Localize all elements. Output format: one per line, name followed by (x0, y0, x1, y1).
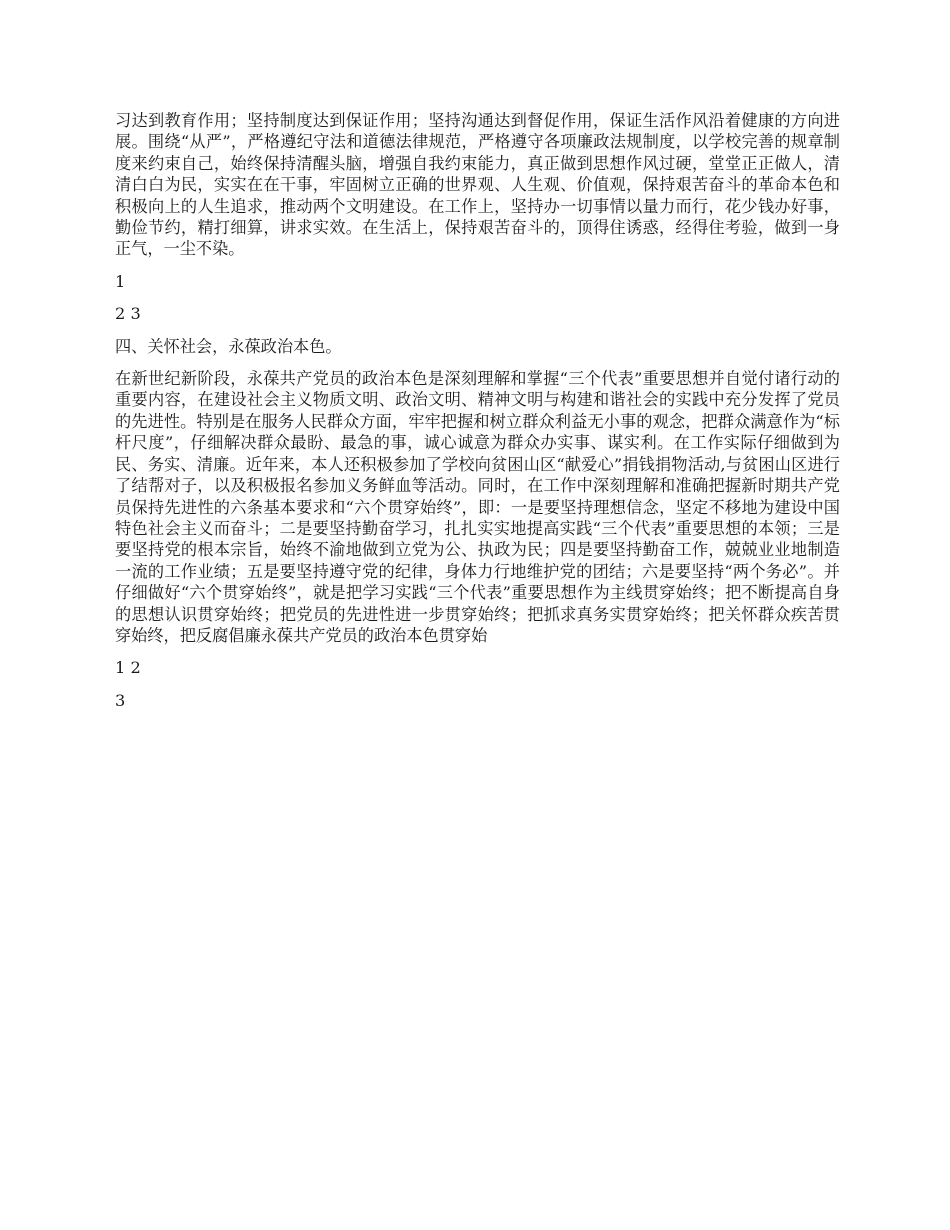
page-number-marker: 1 (115, 271, 126, 291)
section-heading: 四、关怀社会，永葆政治本色。 (115, 336, 342, 356)
page-number-marker: 2 3 (115, 304, 141, 324)
page-number-marker: 1 2 (115, 658, 141, 678)
paragraph-political-character: 在新世纪新阶段，永葆共产党员的政治本色是深刻理解和掌握“三个代表”重要思想并自觉付诸行动的重要内容，在建设社会主义物质文明、政治文明、精神文明与构建和谐社会的实践中充分发挥了党员的先进性。特别是在服务人民群众方面，牢牢把握和树立群众利益无小事的观念，把群众满意作为“标杆尺度”，仔细解决群众最盼、最急的事，诚心诚意为群众办实事、谋实利。在工作实际仔细做到为民、务实、清廉。近年来，本人还积极参加了学校向贫困山区“献爱心”捐钱捐物活动,与贫困山区进行了结帮对子，以及积极报名参加义务鲜血等活动。同时，在工作中深刻理解和准确把握新时期共产党员保持先进性的六条基本要求和“六个贯穿始终”，即：一是要坚持理想信念，坚定不移地为建设中国特色社会主义而奋斗；二是要坚持勤奋学习，扎扎实实地提高实践“三个代表”重要思想的本领；三是要坚持党的根本宗旨，始终不渝地做到立党为公、执政为民；四是要坚持勤奋工作，兢兢业业地制造一流的工作业绩；五是要坚持遵守党的纪律，身体力行地维护党的团结；六是要坚持“两个务必”。并仔细做好“六个贯穿始终”，就是把学习实践“三个代表”重要思想作为主线贯穿始终；把不断提高自身的思想认识贯穿始终；把党员的先进性进一步贯穿始终；把抓求真务实贯穿始终；把关怀群众疾苦贯穿始终，把反腐倡廉永葆共产党员的政治本色贯穿始 (115, 369, 840, 645)
page-number-marker: 3 (115, 690, 126, 710)
paragraph-discipline: 习达到教育作用；坚持制度达到保证作用；坚持沟通达到督促作用，保证生活作风沿着健康的方向进展。围绕“从严”，严格遵纪守法和道德法律规范，严格遵守各项廉政法规制度，以学校完善的规章制度来约束自己，始终保持清醒头脑，增强自我约束能力，真正做到思想作风过硬，堂堂正正做人，清清白白为民，实实在在干事，牢固树立正确的世界观、人生观、价值观，保持艰苦奋斗的革命本色和积极向上的人生追求，推动两个文明建设。在工作上，坚持办一切事情以量力而行，花少钱办好事，勤俭节约，精打细算，讲求实效。在生活上，保持艰苦奋斗的，顶得住诱惑，经得住考验，做到一身正气，一尘不染。 (115, 111, 840, 259)
document-page (115, 110, 840, 722)
